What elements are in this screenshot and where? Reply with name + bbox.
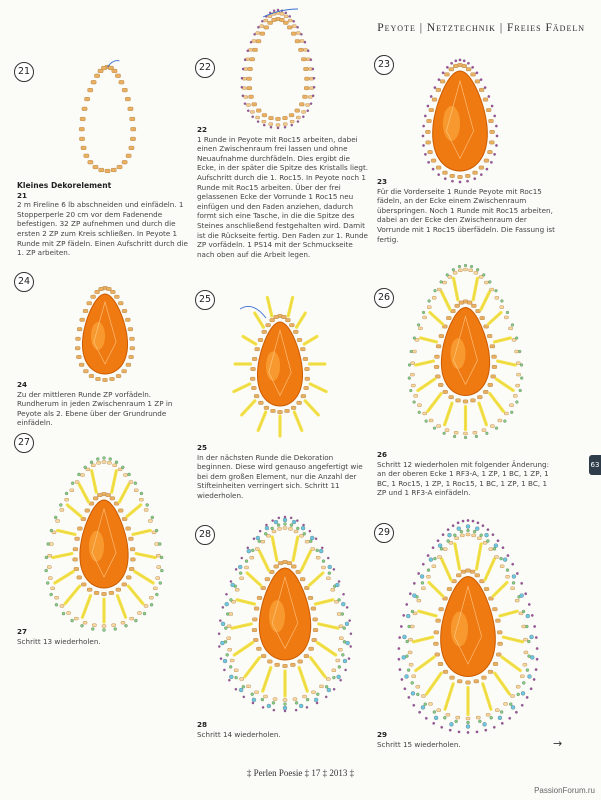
page-footer: ‡ Perlen Poesie ‡ 17 ‡ 2013 ‡ bbox=[246, 768, 355, 778]
step-27-number: 27 bbox=[17, 627, 28, 636]
step-24-text bbox=[17, 380, 189, 428]
figure-29 bbox=[378, 510, 558, 735]
figure-22 bbox=[228, 5, 328, 125]
step-badge-29: 29 bbox=[374, 523, 394, 543]
figure-25 bbox=[200, 280, 360, 440]
step-27-text bbox=[17, 627, 189, 646]
step-25-body: In der nächsten Runde die Dekoration beginnen. Diese wird genauso angefertigt wie bei dem großen Element, nur die Anzahl der Stifteinheiten verringert sich. Schritt 11 wiederholen. bbox=[197, 452, 363, 500]
step-25-number: 25 bbox=[197, 443, 208, 452]
step-26-body: Schritt 12 wiederholen mit folgender Änderung: an der oberen Ecke 1 RF3-A, 1 ZP, 1 BC, 1 ZP, 1 BC, 1 Roc15, 1 ZP, 1 Roc15, 1 BC, 1 ZP, 1 BC, 1 ZP und 1 RF3-A einfädeln. bbox=[377, 459, 549, 498]
figure-24 bbox=[60, 275, 150, 385]
step-23-number: 23 bbox=[377, 177, 388, 186]
step-22-body: 1 Runde in Peyote mit Roc15 arbeiten, dabei einen Zwischenraum frei lassen und ohne Neuaufnahme durchfädeln. Dies ergibt die Ecke, in der später die Spitze des Kristalls liegt. Aufschritt durch die 1. Roc15. In Peyote noch 1 Runde mit Roc15 arbeiten. Über der frei gelassenen Ecke der Vorrunde 1 Roc15 neu einfügen und den Faden anziehen, dadurch formt sich eine Tasche, in die die Spitze des Steines anschließend festgehalten wird. Damit ist die Rückseite fertig. Den Faden zur 1. Runde ZP vorfädeln. 1 PS14 mit der Schmuckseite nach oben auf die Arbeit legen. bbox=[197, 134, 369, 259]
step-21-title: Kleines Dekorelement bbox=[17, 181, 112, 190]
step-24-number: 24 bbox=[17, 380, 28, 389]
step-26-number: 26 bbox=[377, 450, 388, 459]
page-number-tab: 63 bbox=[589, 455, 601, 475]
watermark: PassionForum.ru bbox=[534, 786, 595, 795]
figure-23 bbox=[405, 52, 515, 182]
step-26-text bbox=[377, 450, 557, 498]
step-badge-27: 27 bbox=[14, 433, 34, 453]
step-22-text bbox=[197, 125, 369, 259]
step-28-body: Schritt 14 wiederholen. bbox=[197, 729, 281, 739]
step-22-number: 22 bbox=[197, 125, 208, 134]
step-badge-26: 26 bbox=[374, 288, 394, 308]
step-24-body: Zu der mittleren Runde ZP vorfädeln. Rundherum in jeden Zwischenraum 1 ZP in Peyote als 2. Ebene über der Grundrunde einfädeln. bbox=[17, 389, 173, 428]
step-badge-25: 25 bbox=[195, 290, 215, 310]
step-29-body: Schritt 15 wiederholen. bbox=[377, 739, 461, 749]
figure-28 bbox=[200, 510, 370, 710]
step-23-body: Für die Vorderseite 1 Runde Peyote mit Roc15 fädeln, an der Ecke einem Zwischenraum überspringen. Noch 1 Runde mit Roc15 arbeiten, dabei an der Ecke den Zwischenraum der Vorrunde mit 1 Roc15 überfädeln. Die Fassung ist fertig. bbox=[377, 186, 555, 244]
figure-21 bbox=[60, 55, 155, 175]
step-25-text bbox=[197, 443, 369, 501]
step-badge-24: 24 bbox=[14, 272, 34, 292]
section-header: Peyote | Netztechnik | Freies Fädeln bbox=[377, 22, 585, 34]
step-badge-21: 21 bbox=[14, 62, 34, 82]
step-27-body: Schritt 13 wiederholen. bbox=[17, 636, 101, 646]
step-badge-28: 28 bbox=[195, 525, 215, 545]
step-23-text bbox=[377, 177, 557, 244]
step-21-number: 21 bbox=[17, 190, 28, 200]
next-page-arrow-icon: → bbox=[553, 737, 563, 750]
step-21-body: 2 m Fireline 6 lb abschneiden und einfädeln. 1 Stopperperle 20 cm vor dem Fadenende befestigen. 32 ZP aufnehmen und durch die ersten 2 ZP zum Kreis schließen. In Peyote 1 Runde mit ZP fädeln. Einen Aufschritt durch die 1. ZP arbeiten. bbox=[17, 200, 188, 258]
step-29-number: 29 bbox=[377, 730, 388, 739]
figure-27 bbox=[14, 450, 194, 630]
step-21-text bbox=[17, 181, 197, 258]
step-badge-22: 22 bbox=[195, 58, 215, 78]
figure-26 bbox=[378, 250, 553, 445]
step-28-text bbox=[197, 720, 369, 739]
step-badge-23: 23 bbox=[374, 55, 394, 75]
step-28-number: 28 bbox=[197, 720, 208, 729]
step-29-text bbox=[377, 730, 549, 749]
